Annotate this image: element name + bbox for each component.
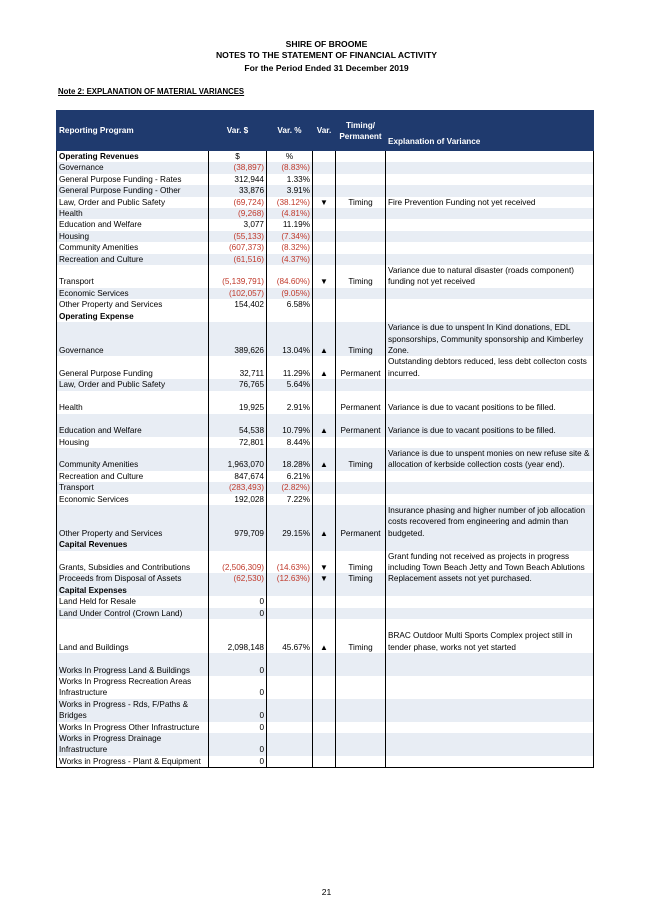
table-row	[57, 197, 594, 208]
row-program: Works In Progress Recreation Areas Infrastructure	[57, 676, 209, 699]
row-timing	[336, 379, 386, 390]
row-timing	[336, 539, 386, 550]
row-timing	[336, 174, 386, 185]
row-program: Economic Services	[57, 288, 209, 299]
row-var-indicator	[313, 756, 336, 768]
row-percent: %	[267, 151, 313, 163]
row-program: Transport	[57, 482, 209, 493]
row-timing	[336, 471, 386, 482]
row-program: Operating Expense	[57, 311, 209, 322]
row-explanation: Variance is due to unspent monies on new refuse site & allocation of kerbside collection costs (year end).	[386, 448, 594, 471]
row-explanation	[386, 471, 594, 482]
row-amount: 979,709	[209, 505, 267, 539]
row-amount: (61,516)	[209, 254, 267, 265]
table-row	[57, 322, 594, 356]
row-program: Proceeds from Disposal of Assets	[57, 573, 209, 584]
row-timing: Timing	[336, 619, 386, 653]
row-program: Works In Progress Land & Buildings	[57, 653, 209, 676]
table-row	[57, 174, 594, 185]
row-explanation	[386, 676, 594, 699]
row-amount: 0	[209, 756, 267, 768]
row-amount: 0	[209, 653, 267, 676]
row-program: Health	[57, 208, 209, 219]
row-explanation: Variance is due to vacant positions to be filled.	[386, 414, 594, 437]
row-var-indicator: ▲	[313, 356, 336, 379]
row-timing: Permanent	[336, 391, 386, 414]
table-row	[57, 551, 594, 574]
row-percent	[267, 733, 313, 756]
table-row	[57, 414, 594, 437]
row-var-indicator	[313, 596, 336, 607]
table-row	[57, 391, 594, 414]
row-explanation	[386, 185, 594, 196]
row-timing: Timing	[336, 197, 386, 208]
row-percent	[267, 653, 313, 676]
row-percent	[267, 722, 313, 733]
row-timing	[336, 585, 386, 596]
row-amount	[209, 539, 267, 550]
row-amount: 3,077	[209, 219, 267, 230]
row-amount: 0	[209, 676, 267, 699]
row-explanation: Variance is due to unspent In Kind donations, EDL sponsorships, Community sponsorship and Kimberley Zone.	[386, 322, 594, 356]
row-program: Works in Progress Drainage Infrastructure	[57, 733, 209, 756]
row-explanation: Insurance phasing and higher number of job allocation costs recovered from engineering and admin than budgeted.	[386, 505, 594, 539]
row-percent: (7.34%)	[267, 231, 313, 242]
row-amount: $	[209, 151, 267, 163]
row-timing	[336, 608, 386, 619]
row-explanation	[386, 219, 594, 230]
row-amount: 0	[209, 608, 267, 619]
row-var-indicator	[313, 379, 336, 390]
row-amount: (2,506,309)	[209, 551, 267, 574]
table-row	[57, 265, 594, 288]
row-amount: (38,897)	[209, 162, 267, 173]
row-var-indicator	[313, 208, 336, 219]
row-var-indicator	[313, 608, 336, 619]
row-program: Governance	[57, 162, 209, 173]
row-percent	[267, 699, 313, 722]
table-row	[57, 756, 594, 768]
row-percent: (12.63%)	[267, 573, 313, 584]
row-amount: 33,876	[209, 185, 267, 196]
row-program: Economic Services	[57, 494, 209, 505]
table-row	[57, 505, 594, 539]
row-var-indicator	[313, 174, 336, 185]
row-amount: (62,530)	[209, 573, 267, 584]
row-timing	[336, 733, 386, 756]
section-header-row	[57, 151, 594, 163]
row-explanation	[386, 733, 594, 756]
table-row	[57, 699, 594, 722]
row-amount: 192,028	[209, 494, 267, 505]
table-row	[57, 185, 594, 196]
row-timing: Timing	[336, 265, 386, 288]
row-percent: 45.67%	[267, 619, 313, 653]
row-var-indicator: ▲	[313, 322, 336, 356]
row-var-indicator: ▲	[313, 448, 336, 471]
row-explanation	[386, 208, 594, 219]
row-program: Recreation and Culture	[57, 471, 209, 482]
col-header-program: Reporting Program	[57, 111, 209, 151]
row-program: General Purpose Funding - Rates	[57, 174, 209, 185]
row-timing: Permanent	[336, 505, 386, 539]
row-percent: (84.60%)	[267, 265, 313, 288]
row-var-indicator	[313, 585, 336, 596]
row-amount: (55,133)	[209, 231, 267, 242]
report-org-title: SHIRE OF BROOME	[285, 39, 368, 49]
row-var-indicator	[313, 219, 336, 230]
row-explanation: Variance is due to vacant positions to be filled.	[386, 391, 594, 414]
row-timing: Timing	[336, 448, 386, 471]
table-row	[57, 448, 594, 471]
row-amount: 0	[209, 699, 267, 722]
table-row	[57, 608, 594, 619]
row-explanation	[386, 174, 594, 185]
col-header-timing: Timing/ Permanent	[336, 111, 386, 151]
row-explanation	[386, 699, 594, 722]
row-var-indicator: ▼	[313, 551, 336, 574]
table-row	[57, 162, 594, 173]
row-percent: 10.79%	[267, 414, 313, 437]
row-explanation	[386, 437, 594, 448]
row-program: Education and Welfare	[57, 219, 209, 230]
row-percent: (4.37%)	[267, 254, 313, 265]
row-program: Land and Buildings	[57, 619, 209, 653]
row-var-indicator	[313, 299, 336, 310]
row-program: Education and Welfare	[57, 414, 209, 437]
row-program: Community Amenities	[57, 448, 209, 471]
table-row	[57, 379, 594, 390]
row-var-indicator	[313, 733, 336, 756]
row-timing	[336, 676, 386, 699]
row-var-indicator	[313, 653, 336, 676]
row-explanation: Variance due to natural disaster (roads component) funding not yet received	[386, 265, 594, 288]
row-timing	[336, 596, 386, 607]
row-percent: (4.81%)	[267, 208, 313, 219]
row-var-indicator	[313, 676, 336, 699]
row-amount: 54,538	[209, 414, 267, 437]
row-amount: 0	[209, 722, 267, 733]
row-explanation	[386, 242, 594, 253]
row-var-indicator	[313, 242, 336, 253]
row-explanation	[386, 254, 594, 265]
row-percent: 6.21%	[267, 471, 313, 482]
row-amount: (607,373)	[209, 242, 267, 253]
row-timing	[336, 311, 386, 322]
row-timing	[336, 299, 386, 310]
row-var-indicator	[313, 494, 336, 505]
row-timing	[336, 219, 386, 230]
row-timing	[336, 254, 386, 265]
row-explanation	[386, 482, 594, 493]
table-row	[57, 722, 594, 733]
row-program: Land Held for Resale	[57, 596, 209, 607]
row-explanation: Fire Prevention Funding not yet received	[386, 197, 594, 208]
variance-table	[56, 110, 594, 768]
row-explanation: Outstanding debtors reduced, less debt collecton costs incurred.	[386, 356, 594, 379]
row-explanation	[386, 231, 594, 242]
row-percent: 29.15%	[267, 505, 313, 539]
row-explanation: BRAC Outdoor Multi Sports Complex project still in tender phase, works not yet started	[386, 619, 594, 653]
row-percent: (14.63%)	[267, 551, 313, 574]
row-percent	[267, 676, 313, 699]
row-var-indicator	[313, 254, 336, 265]
row-percent: 13.04%	[267, 322, 313, 356]
row-explanation	[386, 539, 594, 550]
row-explanation	[386, 311, 594, 322]
row-timing: Timing	[336, 322, 386, 356]
table-row	[57, 653, 594, 676]
row-timing	[336, 151, 386, 163]
row-program: Housing	[57, 231, 209, 242]
row-var-indicator: ▲	[313, 414, 336, 437]
row-timing	[336, 722, 386, 733]
row-explanation	[386, 608, 594, 619]
row-program: Other Property and Services	[57, 505, 209, 539]
row-amount: 0	[209, 596, 267, 607]
row-amount: 847,674	[209, 471, 267, 482]
row-percent: 7.22%	[267, 494, 313, 505]
table-row	[57, 437, 594, 448]
row-percent: 6.58%	[267, 299, 313, 310]
row-timing	[336, 242, 386, 253]
row-explanation: Grant funding not received as projects in progress including Town Beach Jetty and Town Beach Ablutions	[386, 551, 594, 574]
row-percent: 11.29%	[267, 356, 313, 379]
row-var-indicator: ▼	[313, 265, 336, 288]
table-row	[57, 288, 594, 299]
row-amount: 154,402	[209, 299, 267, 310]
table-row	[57, 219, 594, 230]
row-timing	[336, 494, 386, 505]
row-program: General Purpose Funding	[57, 356, 209, 379]
page-number: 21	[321, 887, 332, 897]
row-var-indicator	[313, 231, 336, 242]
row-amount	[209, 311, 267, 322]
table-row	[57, 356, 594, 379]
row-timing: Timing	[336, 573, 386, 584]
col-header-percent: Var. %	[267, 111, 313, 151]
row-program: Transport	[57, 265, 209, 288]
row-var-indicator: ▲	[313, 505, 336, 539]
row-timing: Timing	[336, 551, 386, 574]
row-percent: 3.91%	[267, 185, 313, 196]
row-explanation	[386, 596, 594, 607]
table-row	[57, 619, 594, 653]
table-row	[57, 596, 594, 607]
table-row	[57, 208, 594, 219]
col-header-explanation: Explanation of Variance	[386, 111, 594, 151]
row-percent: (2.82%)	[267, 482, 313, 493]
row-var-indicator	[313, 311, 336, 322]
row-percent: 2.91%	[267, 391, 313, 414]
row-explanation	[386, 494, 594, 505]
row-amount: (69,724)	[209, 197, 267, 208]
row-amount: 1,963,070	[209, 448, 267, 471]
row-timing	[336, 699, 386, 722]
row-explanation: Replacement assets not yet purchased.	[386, 573, 594, 584]
report-period: For the Period Ended 31 December 2019	[244, 63, 409, 73]
row-explanation	[386, 151, 594, 163]
row-program: Other Property and Services	[57, 299, 209, 310]
row-program: Law, Order and Public Safety	[57, 197, 209, 208]
row-explanation	[386, 379, 594, 390]
row-percent: 11.19%	[267, 219, 313, 230]
table-body	[57, 151, 594, 768]
row-amount	[209, 585, 267, 596]
row-amount: 0	[209, 733, 267, 756]
row-percent	[267, 539, 313, 550]
row-explanation	[386, 722, 594, 733]
row-percent: 1.33%	[267, 174, 313, 185]
row-amount: 76,765	[209, 379, 267, 390]
row-timing	[336, 208, 386, 219]
row-var-indicator	[313, 162, 336, 173]
row-amount: 2,098,148	[209, 619, 267, 653]
table-row	[57, 573, 594, 584]
table-row	[57, 242, 594, 253]
col-header-var: Var.	[313, 111, 336, 151]
row-program: Grants, Subsidies and Contributions	[57, 551, 209, 574]
row-program: Health	[57, 391, 209, 414]
row-program: Operating Revenues	[57, 151, 209, 163]
section-header-row	[57, 585, 594, 596]
table-row	[57, 254, 594, 265]
table-row	[57, 482, 594, 493]
row-percent: (38.12%)	[267, 197, 313, 208]
row-var-indicator	[313, 471, 336, 482]
row-amount: 19,925	[209, 391, 267, 414]
row-percent: 18.28%	[267, 448, 313, 471]
table-row	[57, 733, 594, 756]
row-program: Recreation and Culture	[57, 254, 209, 265]
row-amount: (5,139,791)	[209, 265, 267, 288]
row-var-indicator	[313, 185, 336, 196]
row-timing	[336, 653, 386, 676]
row-timing	[336, 437, 386, 448]
row-percent	[267, 596, 313, 607]
table-row	[57, 471, 594, 482]
row-var-indicator: ▼	[313, 197, 336, 208]
row-program: Governance	[57, 322, 209, 356]
row-percent: 5.64%	[267, 379, 313, 390]
row-timing: Permanent	[336, 414, 386, 437]
row-var-indicator: ▲	[313, 619, 336, 653]
section-header-row	[57, 311, 594, 322]
row-var-indicator	[313, 699, 336, 722]
row-var-indicator	[313, 151, 336, 163]
row-timing	[336, 231, 386, 242]
row-amount: 72,801	[209, 437, 267, 448]
row-percent	[267, 608, 313, 619]
row-timing	[336, 288, 386, 299]
row-program: Works In Progress Other Infrastructure	[57, 722, 209, 733]
report-title: NOTES TO THE STATEMENT OF FINANCIAL ACTIVITY	[215, 50, 438, 60]
row-percent	[267, 585, 313, 596]
row-program: Land Under Control (Crown Land)	[57, 608, 209, 619]
row-percent: (8.83%)	[267, 162, 313, 173]
row-var-indicator	[313, 288, 336, 299]
row-var-indicator: ▼	[313, 573, 336, 584]
row-program: Works in Progress - Rds, F/Paths & Bridges	[57, 699, 209, 722]
row-program: Community Amenities	[57, 242, 209, 253]
row-timing	[336, 756, 386, 768]
row-explanation	[386, 288, 594, 299]
row-program: Housing	[57, 437, 209, 448]
row-percent: 8.44%	[267, 437, 313, 448]
row-amount: (283,493)	[209, 482, 267, 493]
row-amount: 389,626	[209, 322, 267, 356]
row-amount: 312,944	[209, 174, 267, 185]
row-amount: (102,057)	[209, 288, 267, 299]
row-amount: 32,711	[209, 356, 267, 379]
row-percent	[267, 311, 313, 322]
row-timing	[336, 162, 386, 173]
row-explanation	[386, 653, 594, 676]
row-var-indicator	[313, 482, 336, 493]
row-var-indicator	[313, 539, 336, 550]
row-amount: (9,268)	[209, 208, 267, 219]
row-var-indicator	[313, 437, 336, 448]
row-program: Capital Revenues	[57, 539, 209, 550]
section-header-row	[57, 539, 594, 550]
row-explanation	[386, 585, 594, 596]
row-var-indicator	[313, 391, 336, 414]
table-row	[57, 299, 594, 310]
row-percent	[267, 756, 313, 768]
row-program: Works in Progress - Plant & Equipment	[57, 756, 209, 768]
row-timing: Permanent	[336, 356, 386, 379]
table-header-row	[57, 111, 594, 151]
table-row	[57, 494, 594, 505]
row-program: Law, Order and Public Safety	[57, 379, 209, 390]
row-explanation	[386, 299, 594, 310]
row-var-indicator	[313, 722, 336, 733]
row-percent: (9.05%)	[267, 288, 313, 299]
row-timing	[336, 185, 386, 196]
row-program: General Purpose Funding - Other	[57, 185, 209, 196]
table-row	[57, 676, 594, 699]
note-title: Note 2: EXPLANATION OF MATERIAL VARIANCES	[58, 87, 245, 96]
col-header-amount: Var. $	[209, 111, 267, 151]
row-explanation	[386, 756, 594, 768]
row-program: Capital Expenses	[57, 585, 209, 596]
row-explanation	[386, 162, 594, 173]
row-timing	[336, 482, 386, 493]
table-row	[57, 231, 594, 242]
row-percent: (8.32%)	[267, 242, 313, 253]
